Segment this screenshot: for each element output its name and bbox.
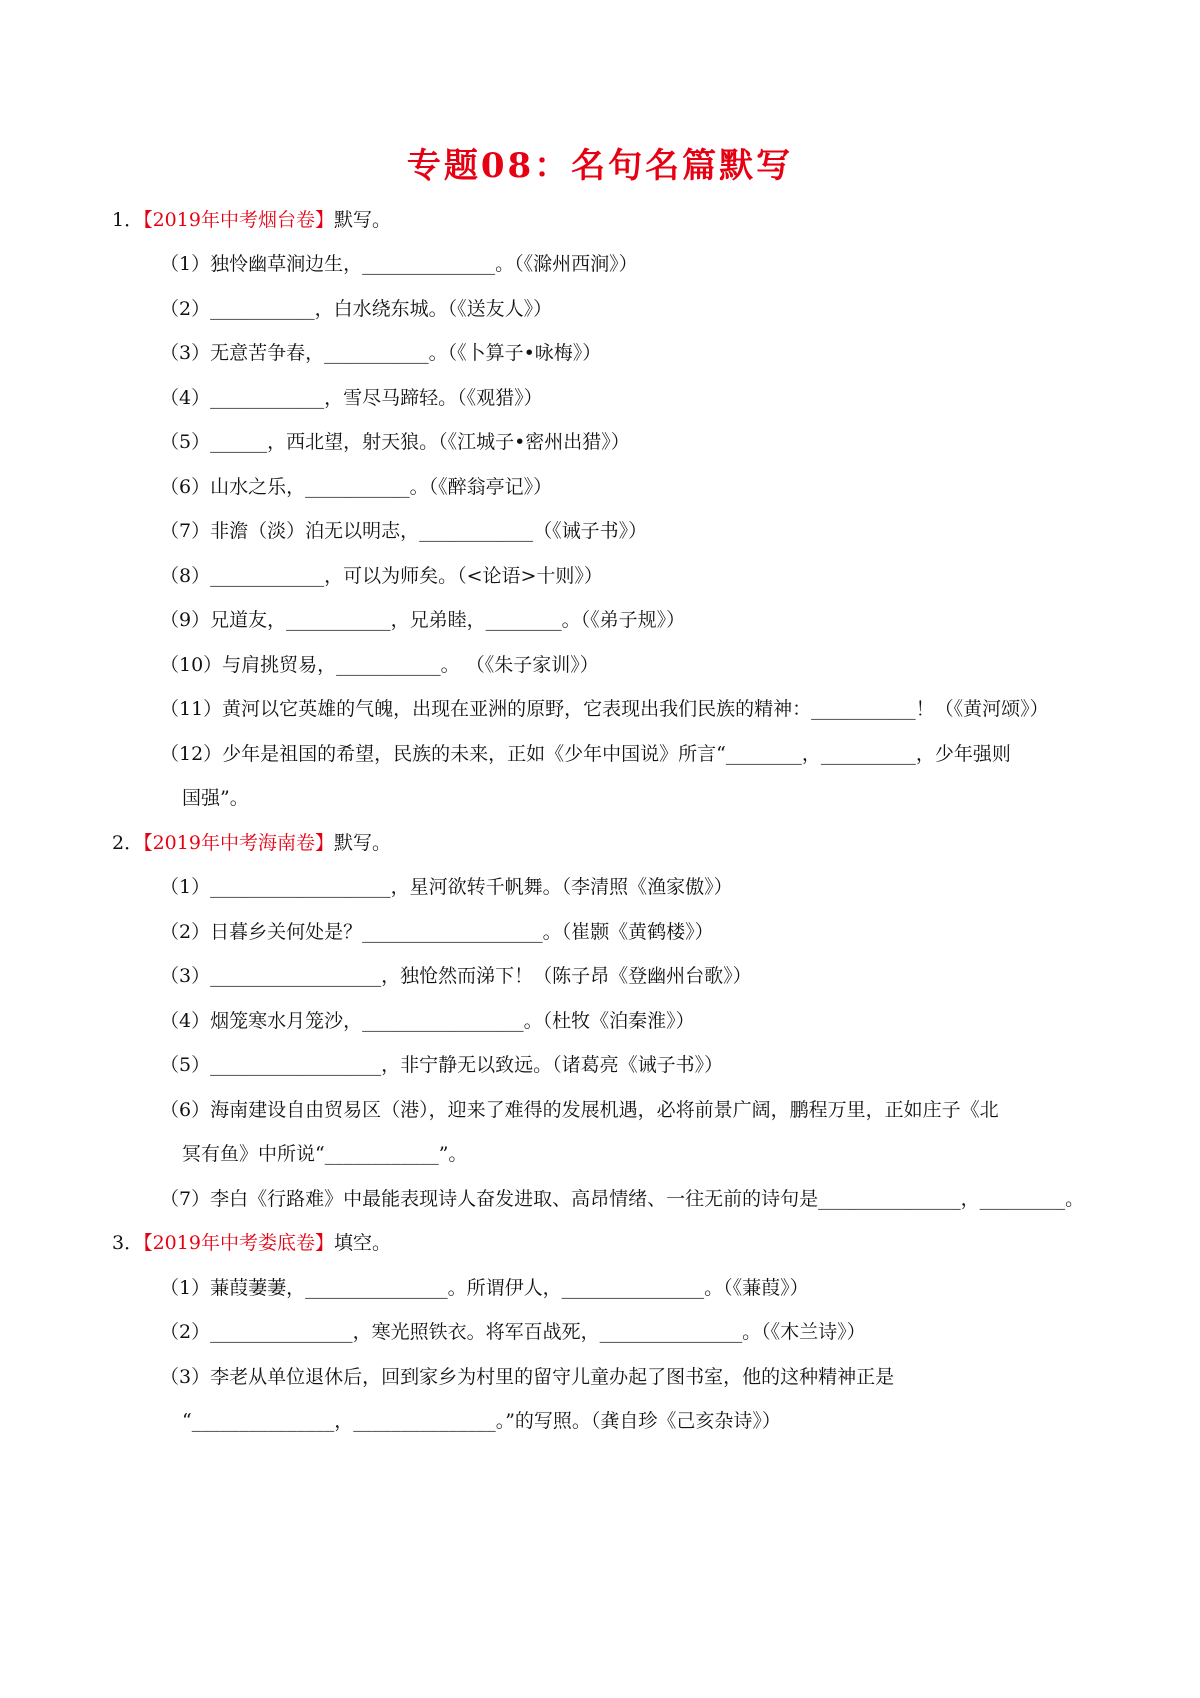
question-item: （1）独怜幽草涧边生，______________。（《滁州西涧》） bbox=[160, 253, 638, 275]
question-1-heading bbox=[112, 206, 391, 234]
question-item-continuation: 冥有鱼》中所说“____________”。 bbox=[182, 1143, 468, 1165]
question-instruction: 默写。 bbox=[333, 832, 391, 854]
question-item: （5）______，西北望，射天狼。（《江城子•密州出猎》） bbox=[160, 431, 630, 453]
question-item: （2）_______________，寒光照铁衣。将军百战死，_______________。（《木兰诗》） bbox=[160, 1321, 866, 1343]
question-source: 【2019年中考娄底卷】 bbox=[143, 1232, 334, 1254]
question-number: 3． bbox=[112, 1232, 144, 1254]
question-item: （2）日暮乡关何处是？___________________。（崔颢《黄鹤楼》） bbox=[160, 921, 714, 943]
question-item: （6）山水之乐，___________。（《醉翁亭记》） bbox=[160, 476, 553, 498]
question-3-heading bbox=[112, 1229, 391, 1257]
question-item: （7）李白《行路难》中最能表现诗人奋发进取、高昂情绪、一往无前的诗句是_______________，_________。 bbox=[160, 1188, 1085, 1210]
question-number: 2． bbox=[112, 832, 144, 854]
question-item-continuation: “_______________，_______________。”的写照。（龚自珍《己亥杂诗》） bbox=[182, 1410, 781, 1432]
question-item: （9）兄道友，___________，兄弟睦，________。（《弟子规》） bbox=[160, 609, 686, 631]
question-item-continuation: 国强”。 bbox=[182, 787, 249, 809]
question-number: 1． bbox=[112, 209, 144, 231]
question-item: （3）__________________，独怆然而涕下！（陈子昂《登幽州台歌》） bbox=[160, 965, 752, 987]
question-item: （3）李老从单位退休后，回到家乡为村里的留守儿童办起了图书室，他的这种精神正是 bbox=[160, 1366, 895, 1388]
question-item: （7）非澹（淡）泊无以明志，____________（《诫子书》） bbox=[160, 520, 648, 542]
page-title: 专题08：名句名篇默写 bbox=[406, 146, 794, 186]
question-item: （6）海南建设自由贸易区（港），迎来了难得的发展机遇，必将前景广阔，鹏程万里，正如庄子《北 bbox=[160, 1099, 999, 1121]
question-item: （11）黄河以它英雄的气魄，出现在亚洲的原野，它表现出我们民族的精神：___________！（《黄河颂》） bbox=[160, 698, 1049, 720]
question-item: （3）无意苦争春，___________。（《卜算子•咏梅》） bbox=[160, 342, 602, 364]
question-item: （8）____________，可以为师矣。（<论语>十则》） bbox=[160, 565, 603, 587]
question-source: 【2019年中考海南卷】 bbox=[143, 832, 334, 854]
question-item: （4）烟笼寒水月笼沙，_________________。（杜牧《泊秦淮》） bbox=[160, 1010, 695, 1032]
question-item: （4）____________，雪尽马蹄轻。（《观猎》） bbox=[160, 387, 543, 409]
question-item: （5）__________________，非宁静无以致远。（诸葛亮《诫子书》） bbox=[160, 1054, 724, 1076]
question-item: （1）___________________，星河欲转千帆舞。（李清照《渔家傲》） bbox=[160, 876, 733, 898]
question-instruction: 填空。 bbox=[333, 1232, 391, 1254]
question-item: （2）___________，白水绕东城。（《送友人》） bbox=[160, 298, 553, 320]
question-source: 【2019年中考烟台卷】 bbox=[143, 209, 334, 231]
question-item: （10）与肩挑贸易，___________。 （《朱子家训》） bbox=[160, 654, 599, 676]
question-item: （12）少年是祖国的希望，民族的未来，正如《少年中国说》所言“________，__________，少年强则 bbox=[160, 743, 1011, 765]
question-2-heading bbox=[112, 829, 391, 857]
question-item: （1）蒹葭萋萋，_______________。所谓伊人，_______________。（《蒹葭》） bbox=[160, 1277, 809, 1299]
question-instruction: 默写。 bbox=[333, 209, 391, 231]
